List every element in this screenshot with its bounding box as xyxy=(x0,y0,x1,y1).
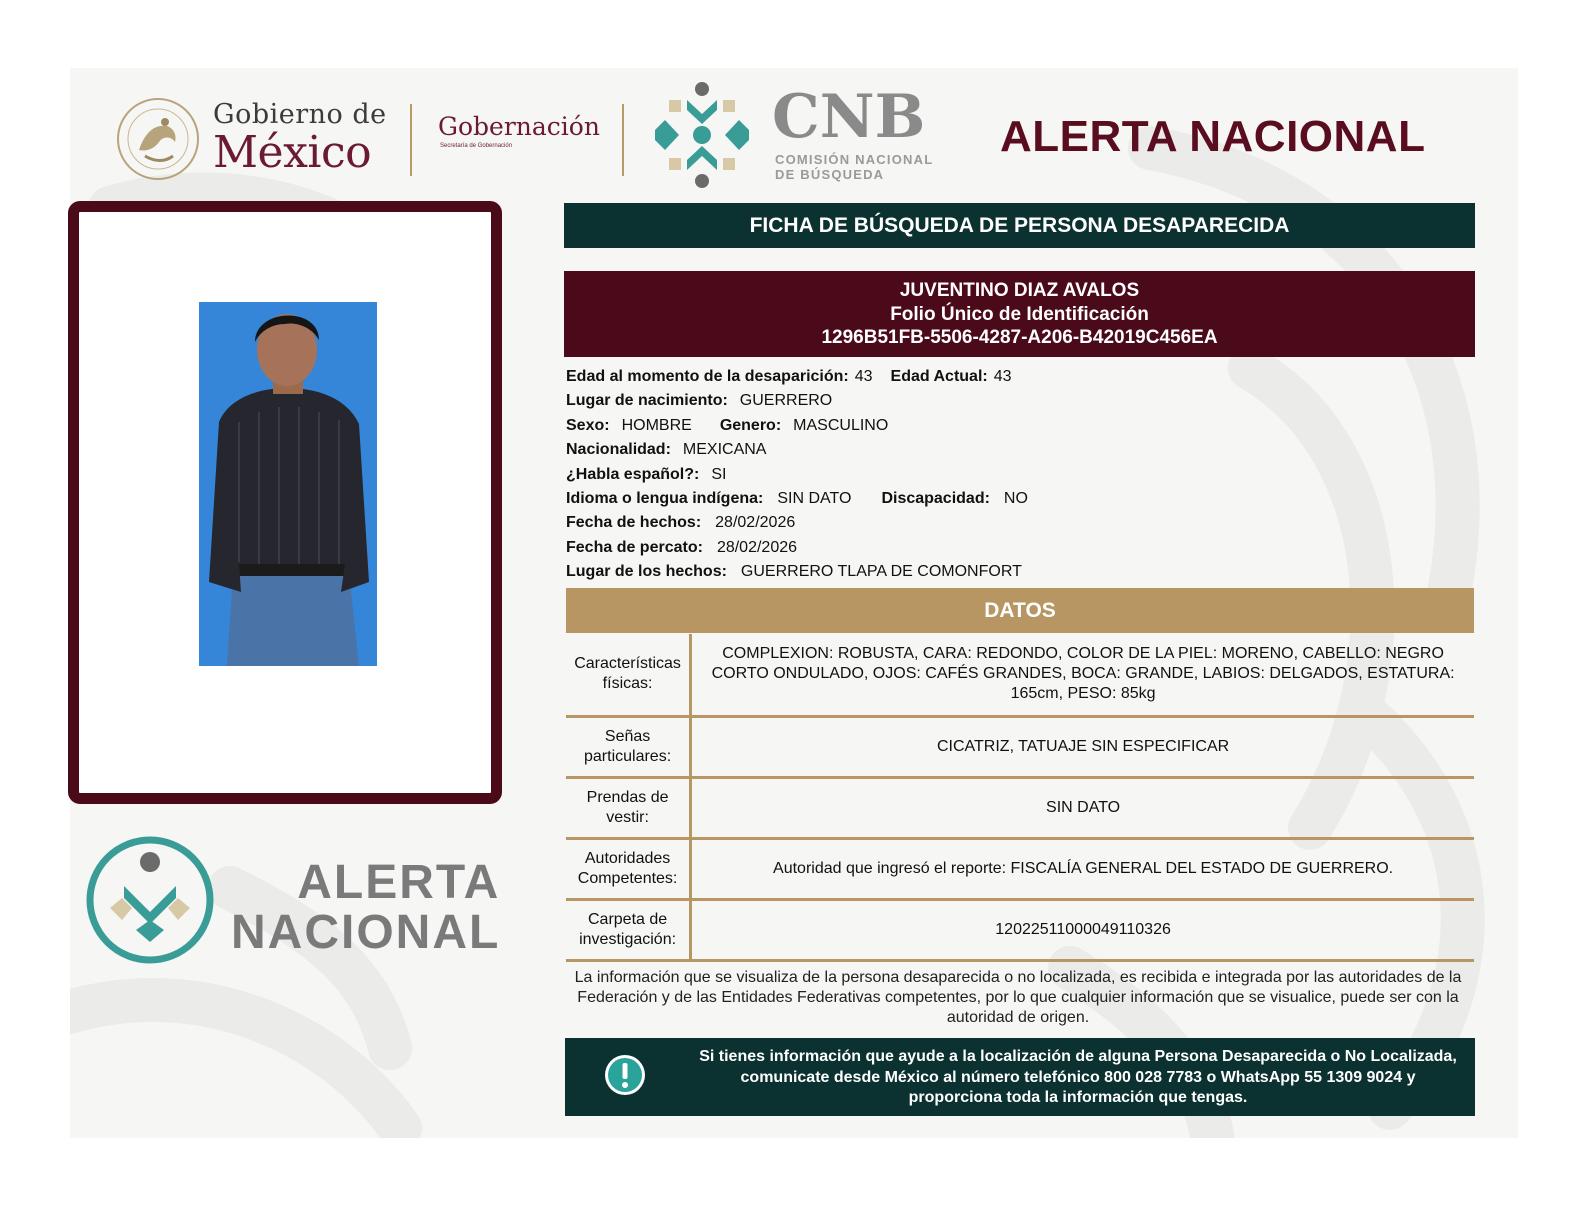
info-row-edad xyxy=(566,365,1028,389)
fecha-percato-label: Fecha de percato: xyxy=(566,538,703,556)
contact-text: Si tienes información que ayude a la localización de alguna Persona Desaparecida o No Localizada, comunicate desde México al número telefónico 800 028 7783 o WhatsApp 55 1309 9024 y proporciona toda la información que tengas. xyxy=(699,1048,1457,1106)
info-row-fecha-percato xyxy=(566,536,1028,560)
header-divider xyxy=(622,104,624,176)
alerta-wordmark-line2: NACIONAL xyxy=(231,906,501,959)
disclaimer-text: La información que se visualiza de la persona desaparecida o no localizada, es recibida e integrada por las autoridades de la Federación y de las Entidades Federativas competentes, por lo que cualquier información que se visualice, puede ser con la autoridad de origen. xyxy=(574,969,1462,1026)
lugar-hechos-value: GUERRERO TLAPA DE COMONFORT xyxy=(740,563,1022,581)
alerta-nacional-wordmark xyxy=(231,858,500,958)
edad-label: Edad al momento de la desaparición: xyxy=(566,368,849,385)
info-row-nacionalidad xyxy=(566,438,1028,462)
exclamation-icon xyxy=(604,1054,646,1096)
senas-value: CICATRIZ, TATUAJE SIN ESPECIFICAR xyxy=(691,716,1474,777)
info-row-lugar-nacimiento xyxy=(566,389,1028,413)
idioma-value: SIN DATO xyxy=(777,490,852,508)
cnb-subtitle-line2: DE BÚSQUEDA xyxy=(775,167,885,182)
alerta-wordmark-line1: ALERTA xyxy=(297,856,501,909)
gobierno-line2: México xyxy=(213,127,372,178)
alerta-nacional-title: ALERTA NACIONAL xyxy=(1000,112,1426,161)
missing-person-photo xyxy=(199,302,377,666)
folio-label: Folio Único de Identificación xyxy=(890,303,1149,325)
edad-value: 43 xyxy=(854,368,873,385)
table-row xyxy=(566,899,1474,960)
alerta-nacional-emblem-icon xyxy=(84,834,216,966)
edad-actual-label: Edad Actual: xyxy=(890,368,988,385)
gobierno-de-mexico-logo xyxy=(213,100,387,176)
info-row-lugar-hechos xyxy=(566,560,1028,584)
lugar-nacimiento-label: Lugar de nacimiento: xyxy=(566,392,728,410)
caracteristicas-label: Características físicas: xyxy=(566,634,691,716)
caracteristicas-value: COMPLEXION: ROBUSTA, CARA: REDONDO, COLOR DE LA PIEL: MORENO, CABELLO: NEGRO CORTO ONDULADO, OJOS: CAFÉS GRANDES, BOCA: GRANDE, LABIOS: DELGADOS, ESTATURA: 165cm, PESO: 85kg xyxy=(691,634,1474,716)
header-divider xyxy=(410,104,412,176)
discapacidad-label: Discapacidad: xyxy=(881,490,990,508)
autoridades-label: Autoridades Competentes: xyxy=(566,838,691,899)
lugar-hechos-label: Lugar de los hechos: xyxy=(566,563,727,581)
lugar-nacimiento-value: GUERRERO xyxy=(739,392,833,410)
edad-actual-value: 43 xyxy=(993,368,1012,385)
autoridades-value: Autoridad que ingresó el reporte: FISCALÍA GENERAL DEL ESTADO DE GUERRERO. xyxy=(691,838,1474,899)
person-name: JUVENTINO DIAZ AVALOS xyxy=(899,280,1140,301)
cnb-subtitle xyxy=(775,152,933,182)
info-row-sexo xyxy=(566,414,1028,438)
sexo-label: Sexo: xyxy=(566,416,610,434)
prendas-label: Prendas de vestir: xyxy=(566,777,691,838)
table-row xyxy=(566,838,1474,899)
folio-value: 1296B51FB-5506-4287-A206-B42019C456EA xyxy=(821,327,1218,348)
discapacidad-value: NO xyxy=(1003,490,1028,508)
person-info xyxy=(566,365,1028,585)
habla-espanol-label: ¿Habla español?: xyxy=(566,465,700,483)
carpeta-value: 12022511000049110326 xyxy=(691,899,1474,960)
gobierno-line1: Gobierno de xyxy=(213,99,387,130)
prendas-value: SIN DATO xyxy=(691,777,1474,838)
fecha-percato-value: 28/02/2026 xyxy=(716,538,798,556)
cnb-subtitle-line1: COMISIÓN NACIONAL xyxy=(775,152,934,167)
ficha-title-bar: FICHA DE BÚSQUEDA DE PERSONA DESAPARECIDA xyxy=(564,203,1475,248)
carpeta-label: Carpeta de investigación: xyxy=(566,899,691,960)
nacionalidad-label: Nacionalidad: xyxy=(566,441,671,459)
idioma-label: Idioma o lengua indígena: xyxy=(566,490,764,508)
datos-title-bar: DATOS xyxy=(566,588,1474,633)
info-row-habla-espanol xyxy=(566,463,1028,487)
cnb-wordmark: CNB xyxy=(772,82,926,152)
fecha-hechos-label: Fecha de hechos: xyxy=(566,514,702,532)
gobernacion-logo: Gobernación xyxy=(438,112,600,141)
info-row-idioma xyxy=(566,487,1028,511)
sexo-value: HOMBRE xyxy=(621,416,692,434)
genero-value: MASCULINO xyxy=(793,416,889,434)
habla-espanol-value: SI xyxy=(711,465,727,483)
info-row-fecha-hechos xyxy=(566,511,1028,535)
nacionalidad-value: MEXICANA xyxy=(682,441,767,459)
senas-label: Señas particulares: xyxy=(566,716,691,777)
cnb-emblem-icon xyxy=(647,80,757,190)
table-row xyxy=(566,716,1474,777)
person-header xyxy=(564,271,1475,357)
datos-table xyxy=(566,634,1474,962)
table-row xyxy=(566,634,1474,716)
secretaria-text: Secretaría de Gobernación xyxy=(440,143,513,149)
genero-label: Genero: xyxy=(719,416,782,434)
fecha-hechos-value: 28/02/2026 xyxy=(715,514,796,532)
escudo-nacional-logo xyxy=(115,96,201,182)
table-row xyxy=(566,777,1474,838)
